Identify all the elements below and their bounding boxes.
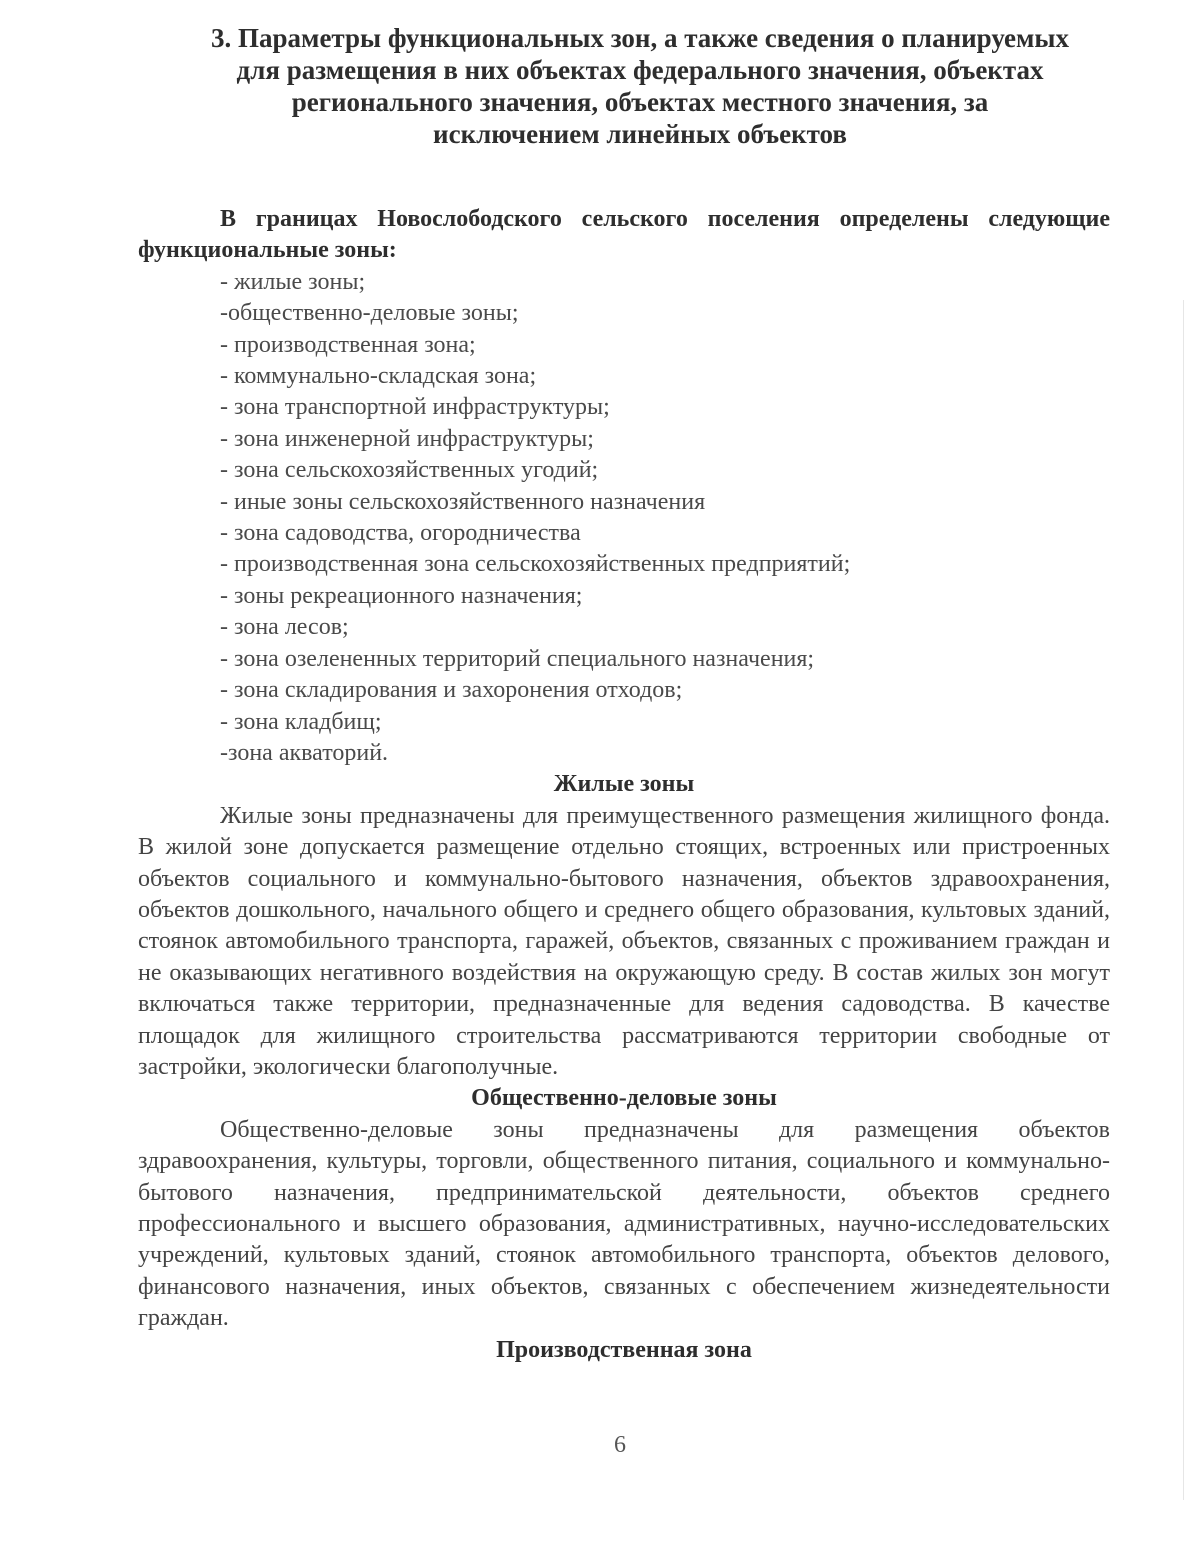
heading-line-2: для размещения в них объектах федерального значения, объектах — [236, 55, 1044, 85]
list-item: - зона кладбищ; — [220, 708, 382, 735]
list-item: - зона лесов; — [220, 614, 349, 641]
list-item: - производственная зона сельскохозяйственных предприятий; — [220, 551, 851, 578]
list-item: - зона инженерной инфраструктуры; — [220, 425, 594, 452]
scan-edge-line — [1183, 300, 1184, 1500]
business-zones-title: Общественно-деловые зоны — [471, 1085, 777, 1112]
list-item: -зона акваторий. — [220, 739, 389, 766]
list-item: - коммунально-складская зона; — [220, 363, 537, 390]
section-heading — [140, 22, 1140, 150]
page-number: 6 — [614, 1432, 626, 1458]
list-item: - зона садоводства, огородничества — [220, 520, 581, 547]
residential-zones-title: Жилые зоны — [553, 771, 695, 798]
intro-paragraph: В границах Новослободского сельского поселения определены следующие функциональные зоны: — [138, 206, 1110, 264]
list-item: - иные зоны сельскохозяйственного назначения — [220, 488, 706, 515]
industrial-zone-title: Производственная зона — [496, 1336, 752, 1363]
functional-zones-list — [138, 267, 1110, 770]
heading-line-4: исключением линейных объектов — [433, 119, 847, 149]
heading-line-1: 3. Параметры функциональных зон, а также сведения о планируемых — [211, 23, 1069, 53]
list-item: - зоны рекреационного назначения; — [220, 582, 583, 609]
list-item: - зона сельскохозяйственных угодий; — [220, 457, 599, 484]
list-item: - производственная зона; — [220, 331, 476, 358]
list-item: - зона транспортной инфраструктуры; — [220, 394, 610, 421]
business-zones-paragraph: Общественно-деловые зоны предназначены для размещения объектов здравоохранения, культуры, торговли, общественного питания, социального и коммунально-бытового назначения, предпринимательской деятельности, объектов среднего профессионального и высшего образования, административных, научно-исследовательских учреждений, культовых зданий, стоянок автомобильного транспорта, объектов делового, финансового назначения, иных объектов, связанных с обеспечением жизнедеятельности граждан. — [138, 1116, 1110, 1332]
list-item: -общественно-деловые зоны; — [220, 300, 519, 327]
document-body — [138, 204, 1110, 1366]
residential-zones-paragraph: Жилые зоны предназначены для преимущественного размещения жилищного фонда. В жилой зоне допускается размещение отдельно стоящих, встроенных или пристроенных объектов социального и коммунально-бытового назначения, объектов здравоохранения, объектов дошкольного, начального общего и среднего общего образования, культовых зданий, стоянок автомобильного транспорта, гаражей, объектов, связанных с проживанием граждан и не оказывающих негативного воздействия на окружающую среду. В состав жилых зон могут включаться также территории, предназначенные для ведения садоводства. В качестве площадок для жилищного строительства рассматриваются территории свободные от застройки, экологически благополучные. — [138, 802, 1110, 1080]
list-item: - жилые зоны; — [220, 268, 366, 295]
list-item: - зона складирования и захоронения отходов; — [220, 677, 683, 704]
list-item: - зона озелененных территорий специального назначения; — [220, 645, 815, 672]
heading-line-3: регионального значения, объектах местного значения, за — [291, 87, 989, 117]
